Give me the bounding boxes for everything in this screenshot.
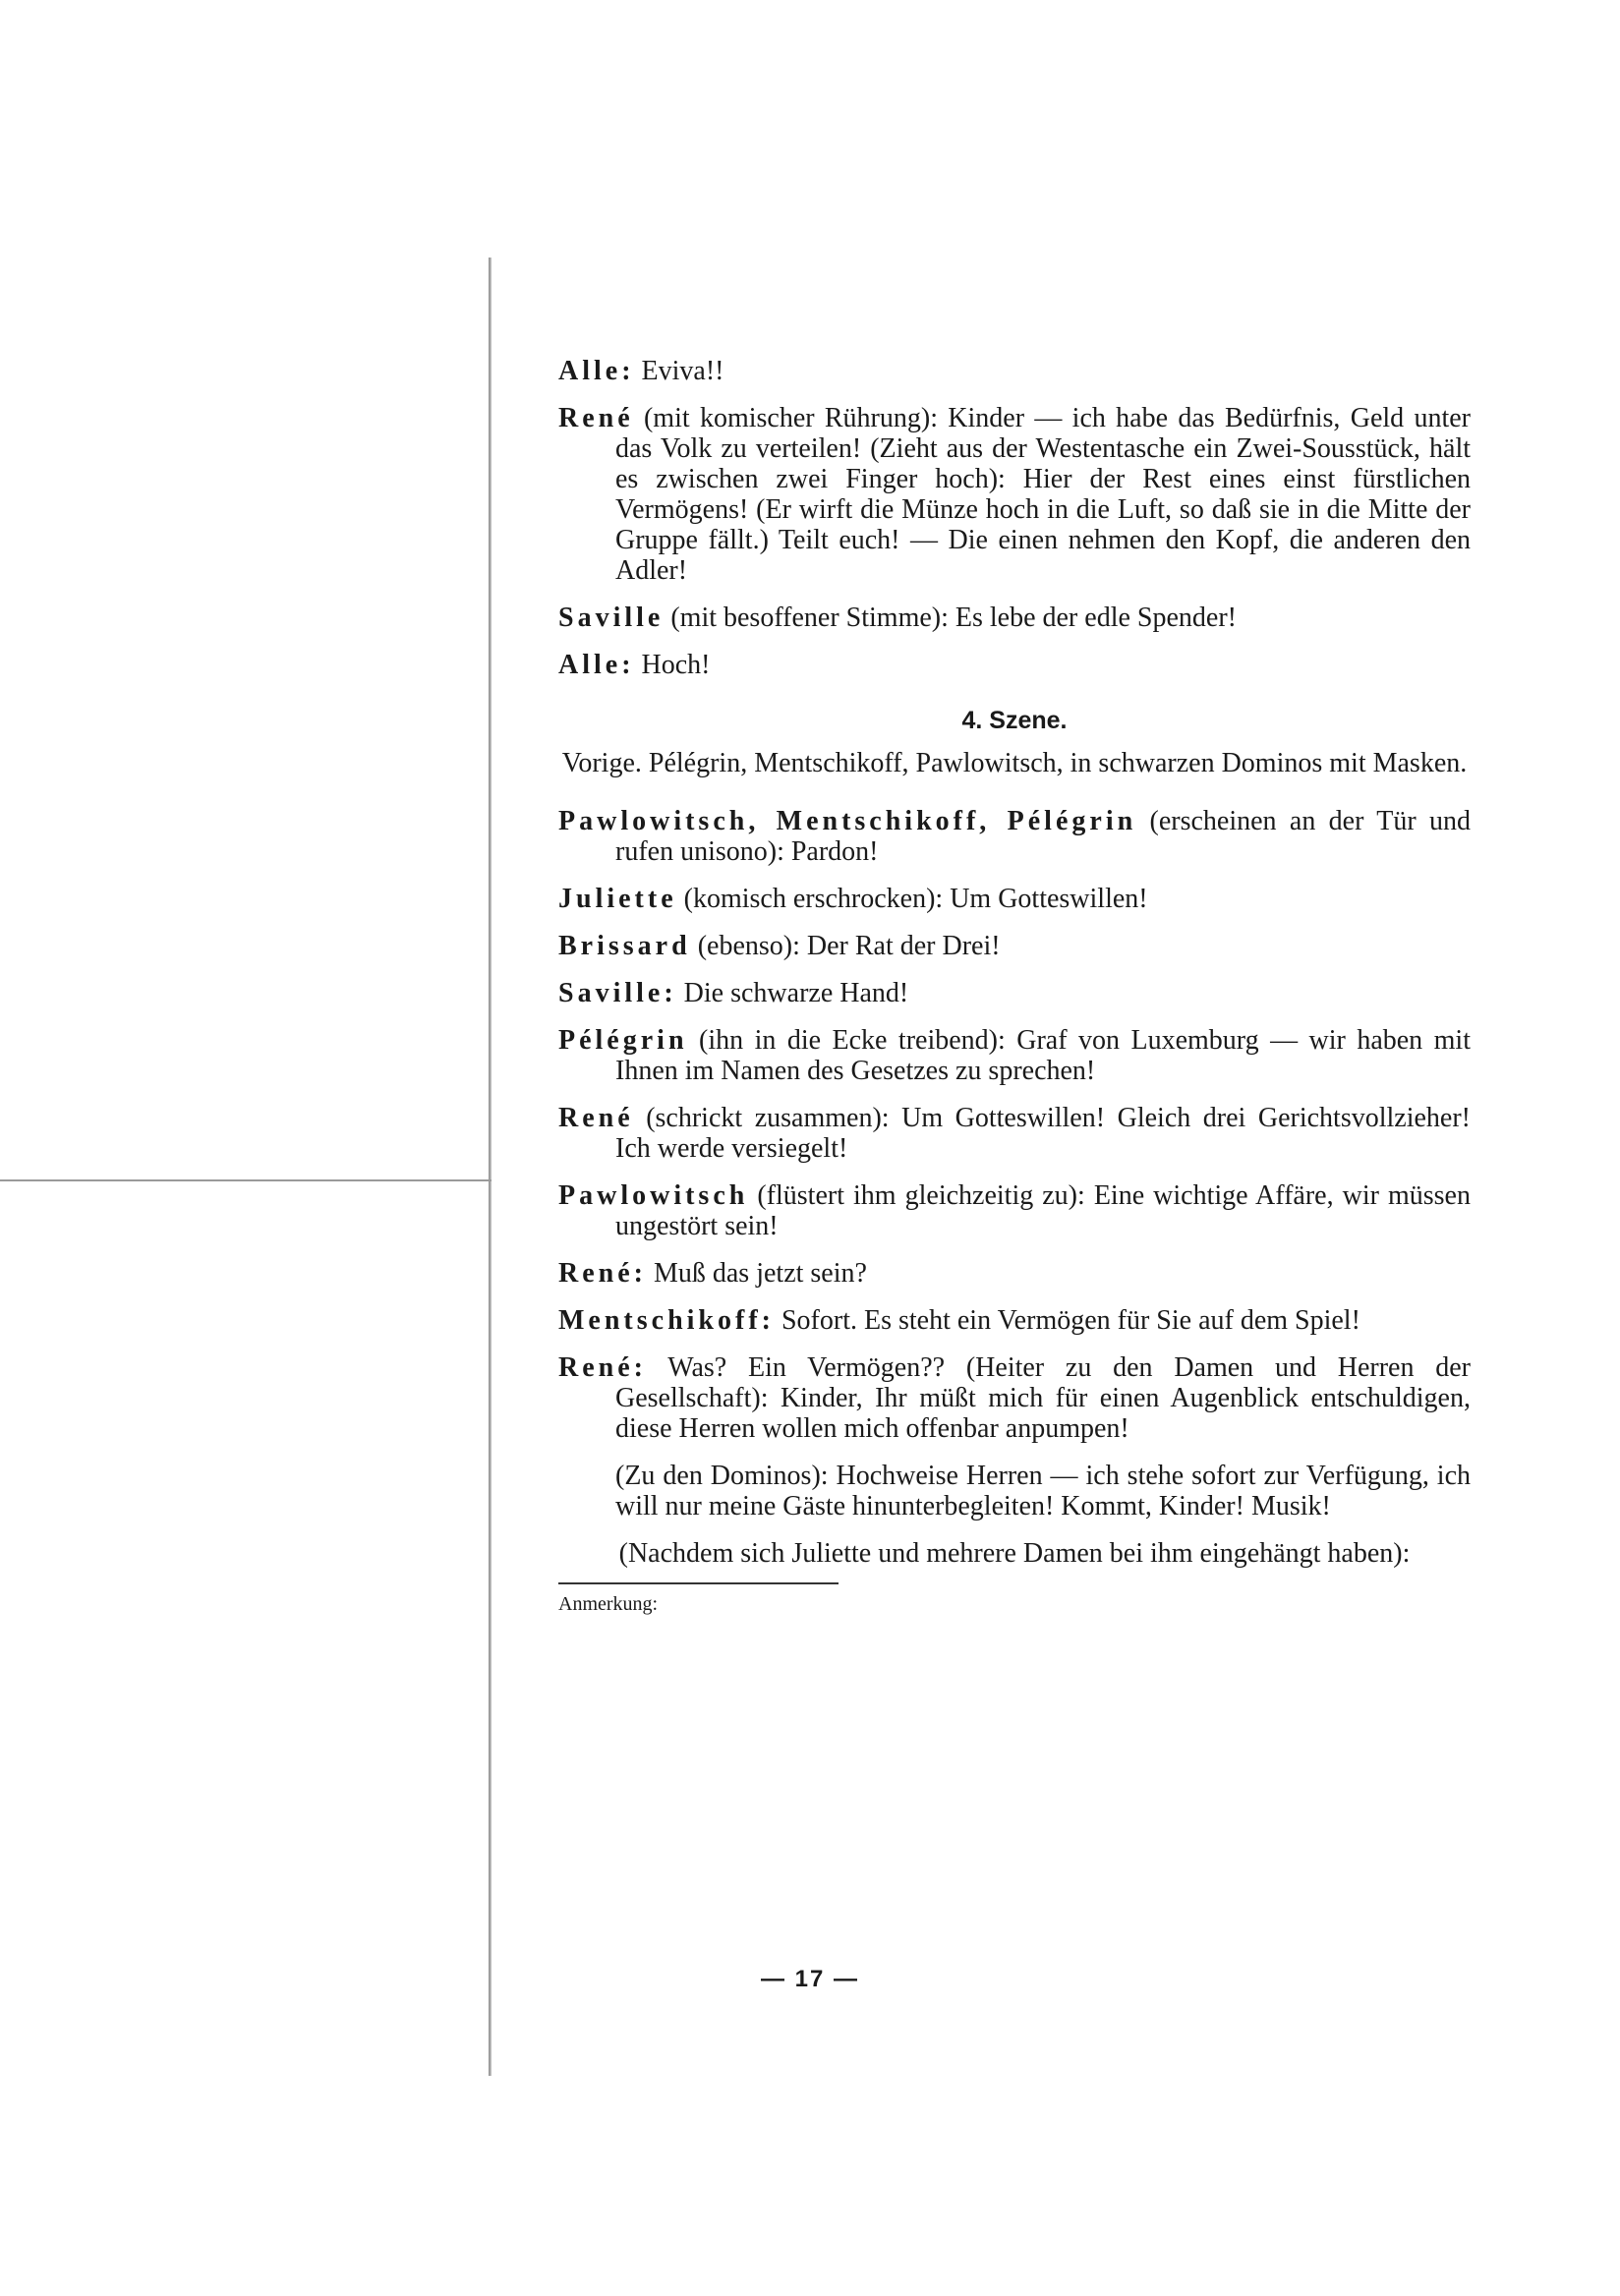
dialogue-line xyxy=(558,931,1471,961)
speaker-name: Saville xyxy=(558,603,665,633)
dialogue-line xyxy=(558,356,1471,386)
speaker-name: Mentschikoff: xyxy=(558,1305,775,1336)
stage-direction: (Nachdem sich Juliette und mehrere Damen bei ihm eingehängt haben): xyxy=(618,1538,1411,1569)
dialogue-line xyxy=(558,1025,1471,1086)
speaker-name: Juliette xyxy=(558,884,677,914)
dialogue-text: (flüstert ihm gleichzeitig zu): Eine wichtige Affäre, wir müssen ungestört sein! xyxy=(615,1180,1471,1241)
speaker-name: René xyxy=(558,403,634,433)
dialogue-text: (mit besoffener Stimme): Es lebe der edle Spender! xyxy=(670,603,1237,633)
dialogue-line xyxy=(558,1305,1471,1336)
dialogue-text: (ebenso): Der Rat der Drei! xyxy=(697,931,1001,961)
dialogue-text: Sofort. Es steht ein Vermögen für Sie auf dem Spiel! xyxy=(781,1305,1360,1336)
dialogue-text: Die schwarze Hand! xyxy=(683,978,909,1008)
dialogue-continuation: (Zu den Dominos): Hochweise Herren — ich stehe sofort zur Verfügung, ich will nur meine Gäste hinunterbegleiten! Kommt, Kinder! Musik! xyxy=(615,1461,1471,1521)
dialogue-text: (ihn in die Ecke treibend): Graf von Luxemburg — wir haben mit Ihnen im Namen des Gesetzes zu sprechen! xyxy=(615,1025,1471,1086)
dialogue-text: (mit komischer Rührung): Kinder — ich habe das Bedürfnis, Geld unter das Volk zu verteilen! (Zieht aus der Westentasche ein Zwei-Sousstück, hält es zwischen zwei Finger hoch): Hier der Rest eines einst fürstlichen Vermögens! (Er wirft die Münze hoch in die Luft, so daß sie in die Mitte der Gruppe fällt.) Teilt euch! — Die einen nehmen den Kopf, die anderen den Adler! xyxy=(615,403,1471,586)
dialogue-line xyxy=(558,650,1471,680)
speaker-name: Saville: xyxy=(558,978,677,1008)
scene-description: Vorige. Pélégrin, Mentschikoff, Pawlowitsch, in schwarzen Dominos mit Masken. xyxy=(561,748,1468,778)
page-binding-edge xyxy=(489,258,492,2076)
dialogue-text: Eviva!! xyxy=(641,356,724,386)
dialogue-line xyxy=(558,1352,1471,1444)
footnote-label: Anmerkung: xyxy=(558,1593,659,1615)
dialogue-line xyxy=(558,806,1471,867)
dialogue-text: Was? Ein Vermögen?? (Heiter zu den Damen und Herren der Gesellschaft): Kinder, Ihr müßt mich für einen Augenblick entschuldigen, diese Herren wollen mich offenbar anpumpen! xyxy=(615,1352,1471,1444)
dialogue-line xyxy=(558,1180,1471,1241)
speaker-name: Pélégrin xyxy=(558,1025,688,1056)
dialogue-line xyxy=(558,1103,1471,1164)
fold-line xyxy=(0,1179,492,1181)
speaker-name: René xyxy=(558,1103,634,1133)
dialogue-text: Hoch! xyxy=(641,650,711,680)
dialogue-text: (komisch erschrocken): Um Gotteswillen! xyxy=(683,884,1148,914)
dialogue-text: Muß das jetzt sein? xyxy=(653,1258,867,1289)
script-page-content xyxy=(558,356,1471,1616)
dialogue-line xyxy=(558,403,1471,586)
dialogue-text: (erscheinen an der Tür und rufen unisono): Pardon! xyxy=(615,806,1472,867)
dialogue-text: (schrickt zusammen): Um Gotteswillen! Gleich drei Gerichtsvollzieher! Ich werde versiegelt! xyxy=(615,1103,1471,1164)
speaker-name: Alle: xyxy=(558,356,635,386)
speaker-name: René: xyxy=(558,1352,647,1383)
dialogue-line xyxy=(558,884,1471,914)
speaker-name: René: xyxy=(558,1258,647,1289)
speaker-name: Pawlowitsch xyxy=(558,1180,749,1211)
speaker-name: Pawlowitsch, Mentschikoff, Pélégrin xyxy=(558,806,1137,836)
speaker-name: Brissard xyxy=(558,931,691,961)
dialogue-line xyxy=(558,1258,1471,1289)
dialogue-line xyxy=(558,603,1471,633)
page-number: — 17 — xyxy=(760,1966,860,1992)
dialogue-line xyxy=(558,978,1471,1008)
footnote-rule xyxy=(558,1582,839,1584)
scene-title: 4. Szene. xyxy=(961,707,1068,734)
speaker-name: Alle: xyxy=(558,650,635,680)
